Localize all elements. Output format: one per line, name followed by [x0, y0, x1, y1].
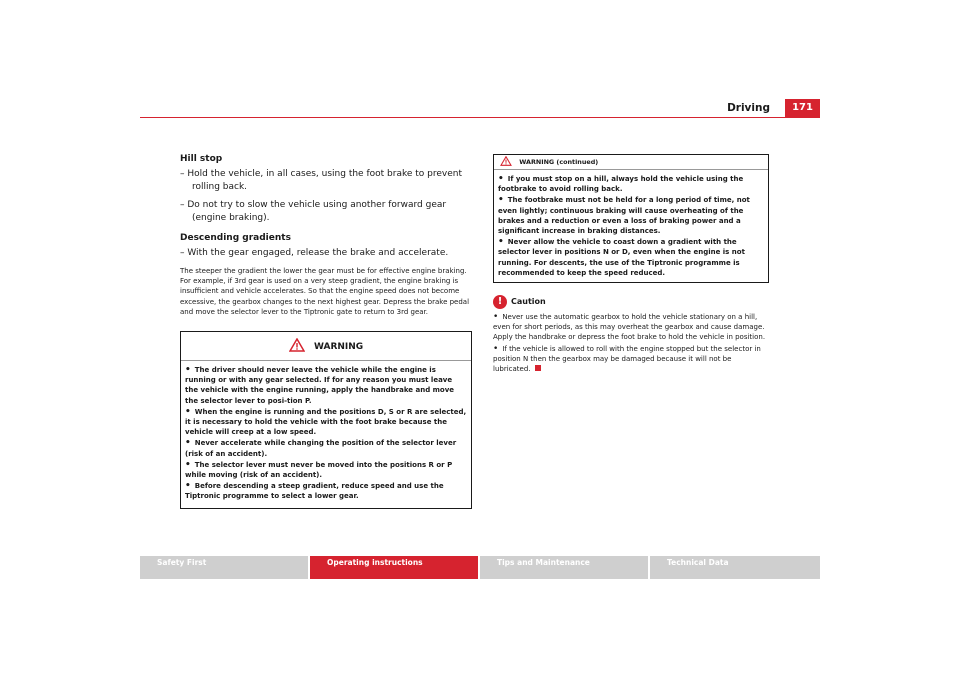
- page-number: 171: [785, 99, 820, 117]
- bullet-dot: •: [493, 343, 499, 354]
- left-column: [180, 154, 472, 509]
- bullet-dot: •: [185, 406, 191, 417]
- warning-bullet-text: The driver should never leave the vehicle while the engine is running or with any gear selected. If for any reason you must leave the vehicle with the engine running, apply the handbrake and move the selector lever to posi-tion P.: [185, 366, 455, 405]
- hill-stop-step: – Hold the vehicle, in all cases, using the foot brake to prevent rolling back.: [180, 169, 462, 192]
- caution-heading: [493, 293, 769, 311]
- bullet-dot: •: [493, 312, 499, 323]
- section-title: Driving: [727, 102, 770, 114]
- bullet-dot: •: [185, 459, 191, 470]
- right-column: [493, 154, 769, 374]
- hill-stop-heading: Hill stop: [180, 154, 223, 164]
- warning-continued-title-text: WARNING (continued): [519, 158, 599, 166]
- warning-continued-box: [493, 154, 769, 283]
- caution-bullet: [493, 343, 769, 375]
- warning-box: [180, 331, 472, 509]
- warning-bullet: [181, 364, 471, 406]
- warning-bullet-text: Never allow the vehicle to coast down a gradient with the selector lever in positions N or D, even when the engine is not running. For descents, the use of the Tiptronic programme is recommended to keep the speed reduced.: [498, 238, 745, 277]
- warning-bullet: [181, 437, 471, 458]
- warning-bullet: [181, 459, 471, 480]
- warning-triangle-icon: [289, 342, 314, 352]
- warning-bullet-text: When the engine is running and the positions D, S or R are selected, it is necessary to hold the vehicle with the foot brake because the vehicle will creep at a low speed.: [185, 407, 467, 437]
- warning-bullet-text: The selector lever must never be moved into the positions R or P while moving (risk of an accident).: [185, 460, 453, 480]
- warning-triangle-icon: [500, 158, 519, 166]
- warning-bullet-text: The footbrake must not be held for a long period of time, not even lightly; continuous braking will cause overheating of the brakes and a reduction or even a loss of braking power and a significant increase in braking distances.: [498, 196, 750, 236]
- bullet-dot: •: [498, 174, 504, 184]
- warning-bullet-text: If you must stop on a hill, always hold the vehicle using the footbrake to avoid rolling back.: [498, 175, 744, 194]
- caution-title: Caution: [511, 297, 546, 307]
- bullet-dot: •: [185, 481, 191, 492]
- warning-title-text: WARNING: [313, 342, 364, 353]
- caution-bullet: [493, 311, 769, 343]
- warning-bullet-text: Never accelerate while changing the position of the selector lever (risk of an accident).: [185, 439, 457, 458]
- bullet-dot: •: [185, 365, 191, 376]
- footer-tab-safety-first[interactable]: Safety First: [140, 556, 308, 579]
- warning-title: [181, 332, 471, 361]
- warning-bullet: [494, 236, 768, 278]
- warning-bullet-text: Before descending a steep gradient, reduce speed and use the Tiptronic programme to select a lower gear.: [185, 482, 444, 501]
- warning-bullet: [494, 194, 768, 236]
- bullet-dot: •: [498, 195, 504, 206]
- end-of-section-marker: [535, 365, 541, 371]
- footer-tab-technical-data[interactable]: Technical Data: [650, 556, 820, 579]
- footer-tab-tips-and-maintenance[interactable]: Tips and Maintenance: [480, 556, 648, 579]
- caution-bullet-text: If the vehicle is allowed to roll with the engine stopped but the selector in position N then the gearbox may be damaged because it will not be lubricated.: [493, 344, 761, 374]
- caution-bullet-text: Never use the automatic gearbox to hold the vehicle stationary on a hill, even for short periods, as this may overheat the gearbox and cause damage. Apply the handbrake or depress the foot brake to hold the vehicle in position.: [493, 313, 766, 342]
- header-divider: [140, 117, 820, 118]
- engine-braking-paragraph: The steeper the gradient the lower the gear must be for effective engine braking. For example, if 3rd gear is used on a very steep gradient, the engine braking is insufficient and vehicle accelerates. So that the engine speed does not become excessive, the gearbox changes to the next highest gear. Depress the brake pedal and move the selector lever to the Tiptronic gate to return to 3rd gear.: [180, 267, 470, 316]
- warning-continued-title: [494, 155, 768, 170]
- descending-step: – With the gear engaged, release the brake and accelerate.: [180, 248, 449, 258]
- caution-exclamation-icon: !: [493, 295, 507, 309]
- warning-bullet: [181, 406, 471, 438]
- descending-heading: Descending gradients: [180, 233, 291, 243]
- hill-stop-step: – Do not try to slow the vehicle using another forward gear (engine braking).: [180, 200, 447, 223]
- warning-bullet: [181, 480, 471, 501]
- warning-bullet: [494, 173, 768, 194]
- footer-tab-operating-instructions[interactable]: Operating instructions: [310, 556, 478, 579]
- bullet-dot: •: [498, 237, 504, 248]
- bullet-dot: •: [185, 438, 191, 449]
